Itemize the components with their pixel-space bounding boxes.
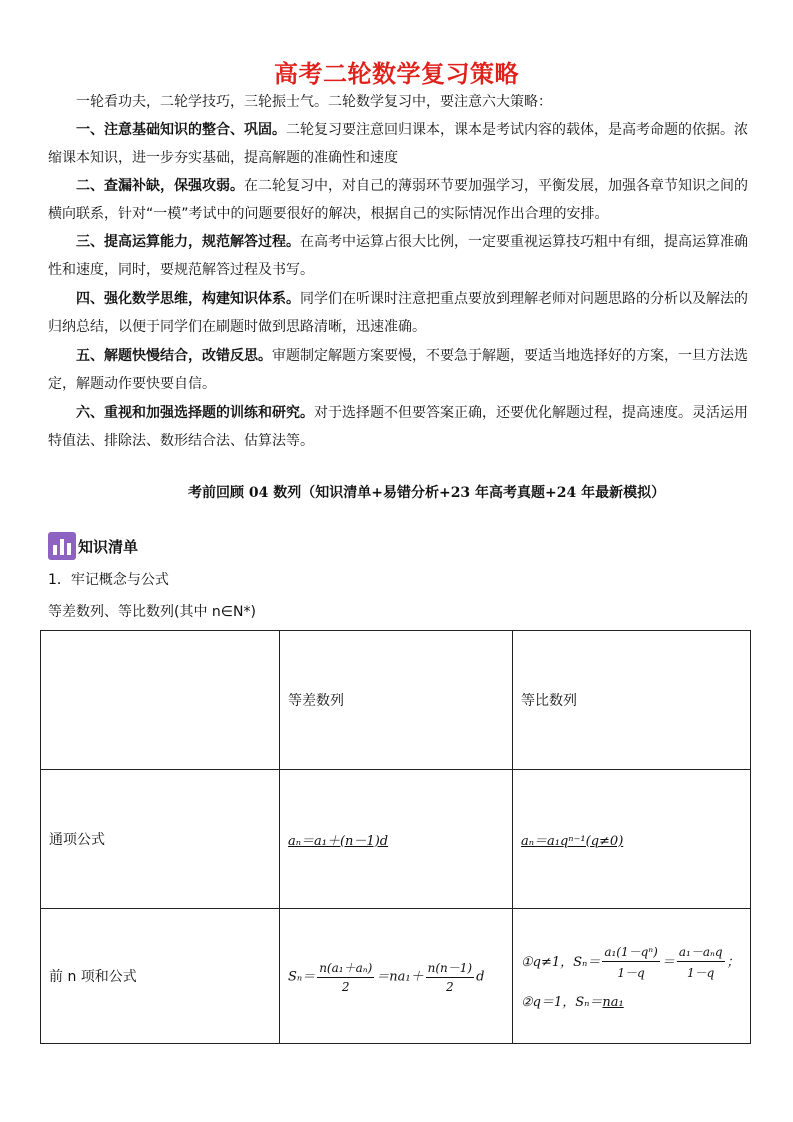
row2-geo-case-1	[521, 943, 750, 981]
strategy-1	[48, 116, 748, 172]
frac-denominator: 2	[446, 979, 454, 994]
section-header	[48, 530, 138, 562]
table-header-row	[41, 631, 751, 770]
table-header-arith: 等差数列	[280, 631, 513, 770]
strategy-6-head: 六、重视和加强选择题的训练和研究。	[76, 405, 314, 421]
table-header-geo: 等比数列	[513, 631, 751, 770]
row2-geo-cell	[513, 909, 751, 1044]
strategy-2-head: 二、查漏补缺，保强攻弱。	[76, 178, 244, 194]
row1-geo-cell	[513, 770, 751, 909]
frac-numerator: a₁－aₙq	[677, 943, 725, 962]
row1-geo-formula: aₙ＝a₁qⁿ⁻¹(q≠0)	[521, 833, 624, 849]
row2-arith-lhs: Sₙ＝	[288, 969, 316, 984]
row1-arith-cell	[280, 770, 513, 909]
formula-table	[40, 630, 751, 1044]
strategy-3-body: 在高考中运算占很大比例，一定要重视运算技巧粗中有细，提高运算准确性和速度，同时，要规范解答过程及书写。	[48, 234, 748, 278]
row2-arith-cell	[280, 909, 513, 1044]
section-label: 知识清单	[78, 537, 139, 556]
strategy-4-body: 同学们在听课时注意把重点要放到理解老师对问题思路的分析以及解法的归纳总结，以便于同学们在刷题时做到思路清晰，迅速准确。	[48, 291, 748, 335]
item-1-subheading: 等差数列、等比数列(其中 n∈N*)	[48, 604, 256, 620]
strategy-4-head: 四、强化数学思维，构建知识体系。	[76, 291, 300, 307]
frac-numerator: n(a₁＋aₙ)	[317, 959, 374, 978]
strategy-3	[48, 228, 748, 284]
row1-arith-formula: aₙ＝a₁＋(n－1)d	[288, 833, 389, 849]
strategy-6	[48, 399, 748, 455]
strategy-5-body: 审题制定解题方案要慢，不要急于解题，要适当地选择好的方案，一旦方法选定，解题动作要快要自信。	[48, 348, 748, 392]
row2-arith-fraction-2	[426, 959, 474, 994]
frac-denominator: 1－q	[687, 965, 715, 980]
review-title: 考前回顾 04 数列（知识清单+易错分析+23 年高考真题+24 年最新模拟）	[188, 485, 666, 501]
strategy-5	[48, 342, 748, 398]
strategy-2	[48, 172, 748, 228]
row2-geo-eq: ＝	[661, 954, 675, 970]
strategy-3-head: 三、提高运算能力，规范解答过程。	[76, 234, 300, 250]
row2-geo-fraction-1	[602, 943, 660, 981]
frac-denominator: 2	[341, 979, 350, 994]
strategy-1-body: 二轮复习要注意回归课本，课本是考试内容的载体，是高考命题的依据。浓缩课本知识，进一步夯实基础，提高解题的准确性和速度	[48, 122, 748, 166]
row2-arith-tail: d	[476, 969, 485, 984]
strategy-4	[48, 285, 748, 341]
strategy-2-body: 在二轮复习中，对自己的薄弱环节要加强学习，平衡发展，加强各章节知识之间的横向联系，针对“一模”考试中的问题要很好的解决，根据自己的实际情况作出合理的安排。	[48, 178, 748, 222]
item-1-heading: 1．牢记概念与公式	[48, 572, 169, 588]
frac-numerator: a₁(1－qⁿ)	[602, 943, 660, 962]
row2-geo-case1-pre: ①q≠1，Sₙ＝	[521, 954, 601, 970]
table-corner-cell	[41, 631, 280, 770]
row2-label: 前 n 项和公式	[41, 909, 280, 1044]
row2-arith-mid: ＝na₁＋	[376, 969, 424, 984]
row1-label: 通项公式	[41, 770, 280, 909]
intro-paragraph: 一轮看功夫，二轮学技巧，三轮振士气。二轮数学复习中，要注意六大策略：	[76, 94, 552, 110]
frac-numerator: n(n－1)	[426, 959, 474, 978]
strategy-1-head: 一、注意基础知识的整合、巩固。	[76, 122, 286, 138]
frac-denominator: 1－q	[617, 965, 645, 980]
page-title: 高考二轮数学复习策略	[274, 60, 519, 88]
row2-geo-case-2	[521, 991, 750, 1010]
strategy-6-body: 对于选择题不但要答案正确，还要优化解题过程，提高速度。灵活运用特值法、排除法、数形结合法、估算法等。	[48, 405, 748, 449]
bar-chart-icon	[48, 532, 76, 560]
row2-geo-semicolon: ；	[726, 954, 740, 970]
table-row	[41, 770, 751, 909]
row2-geo-case2-value: na₁	[602, 994, 624, 1010]
row2-arith-fraction-1	[317, 959, 374, 994]
table-row	[41, 909, 751, 1044]
strategy-5-head: 五、解题快慢结合，改错反思。	[76, 348, 272, 364]
row2-geo-fraction-2	[677, 943, 725, 981]
row2-geo-case2-pre: ②q＝1，Sₙ＝	[521, 994, 603, 1010]
